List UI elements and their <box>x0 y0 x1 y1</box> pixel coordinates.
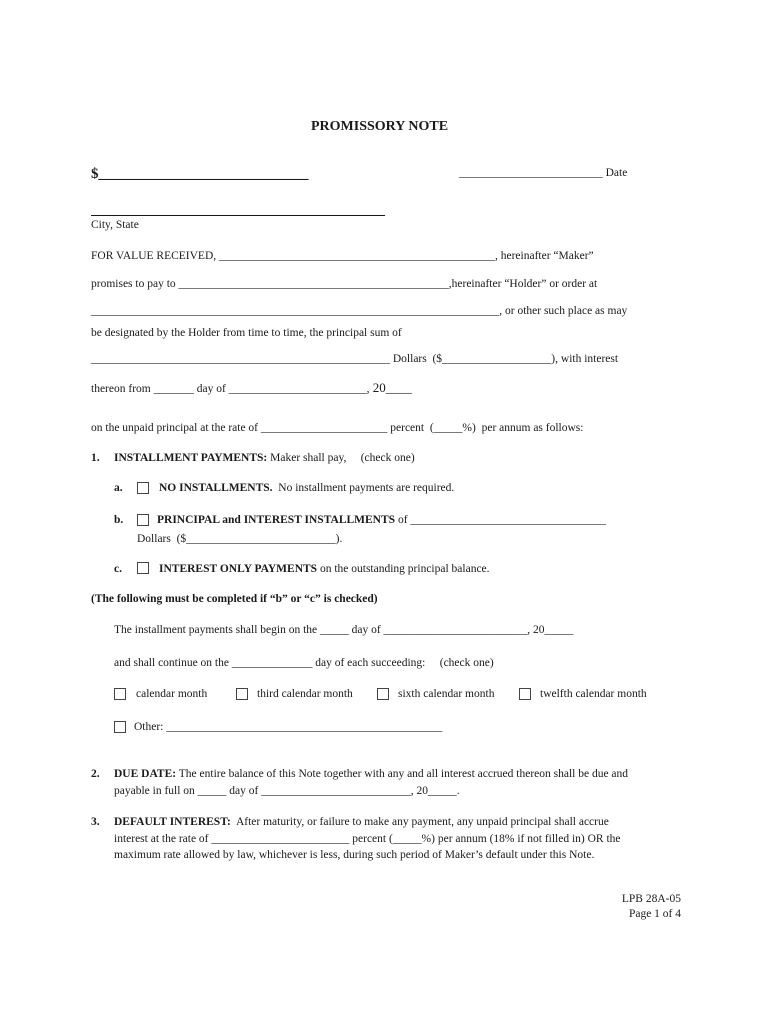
option-c-text: on the outstanding principal balance. <box>317 563 490 575</box>
designated-line: be designated by the Holder from time to time, the principal sum of <box>91 327 402 339</box>
section1-heading-line <box>114 452 415 466</box>
date-field[interactable]: _________________________ Date <box>459 167 628 179</box>
section2-text: The entire balance of this Note together with any and all interest accrued thereon shall be due and <box>176 768 629 780</box>
thereon-text: thereon from _______ day of ________________________, <box>91 383 370 395</box>
section2-heading: DUE DATE: <box>114 768 177 780</box>
section3-text: After maturity, or failure to make any payment, any unpaid principal shall accrue <box>230 816 609 828</box>
twelfth-calendar-month-label: twelfth calendar month <box>540 688 647 700</box>
option-c-heading: INTEREST ONLY PAYMENTS <box>159 563 318 575</box>
promises-line: promises to pay to _______________________________________________,hereinafter “Holder” or order at <box>91 278 598 290</box>
year-text: 20____ <box>369 380 412 395</box>
option-b-line2: Dollars ($__________________________). <box>137 533 343 545</box>
section2-number: 2. <box>91 768 100 780</box>
calendar-month-checkbox[interactable] <box>114 688 126 700</box>
option-a-heading: NO INSTALLMENTS. <box>159 482 273 494</box>
third-calendar-month-label: third calendar month <box>257 688 353 700</box>
section1-number: 1. <box>91 452 100 464</box>
option-b-line <box>157 514 606 528</box>
section3-line1 <box>114 816 609 830</box>
sixth-calendar-month-label: sixth calendar month <box>398 688 495 700</box>
option-a-checkbox[interactable] <box>137 482 149 494</box>
option-c-label: c. <box>114 563 122 575</box>
section1-heading: INSTALLMENT PAYMENTS: <box>114 452 268 464</box>
option-b-text: of __________________________________ <box>395 514 606 526</box>
option-b-checkbox[interactable] <box>137 514 149 526</box>
twelfth-calendar-month-checkbox[interactable] <box>519 688 531 700</box>
section3-line3: maximum rate allowed by law, whichever is less, during such period of Maker’s default under this Note. <box>114 849 595 861</box>
begin-line: The installment payments shall begin on the _____ day of _________________________, 20_____ <box>114 624 574 636</box>
option-a-label: a. <box>114 482 123 494</box>
option-b-label: b. <box>114 514 124 526</box>
third-calendar-month-checkbox[interactable] <box>236 688 248 700</box>
section3-number: 3. <box>91 816 100 828</box>
value-received-line: FOR VALUE RECEIVED, ________________________________________________, hereinafter “Maker” <box>91 250 594 262</box>
city-state-label: City, State <box>91 219 139 231</box>
page-number: Page 1 of 4 <box>628 908 681 920</box>
section3-line2: interest at the rate of ________________________ percent (_____%) per annum (18% if not filled in) OR the <box>114 833 621 845</box>
city-state-line[interactable] <box>91 215 385 216</box>
continue-line: and shall continue on the ______________ day of each succeeding: (check one) <box>114 657 494 669</box>
section3-heading: DEFAULT INTEREST: <box>114 816 231 828</box>
option-c-line <box>159 563 490 577</box>
amount-field[interactable]: $____________________________ <box>91 166 309 182</box>
form-id: LPB 28A-05 <box>621 893 681 905</box>
dollars-line: ____________________________________________________ Dollars ($___________________), with interest <box>91 353 619 365</box>
other-line: Other: ________________________________________________ <box>134 721 443 733</box>
option-a-line <box>159 482 454 496</box>
other-checkbox[interactable] <box>114 721 126 733</box>
option-b-heading: PRINCIPAL and INTEREST INSTALLMENTS <box>157 514 396 526</box>
section2-line2: payable in full on _____ day of __________________________, 20_____. <box>114 785 460 797</box>
document-title: PROMISSORY NOTE <box>311 119 449 134</box>
section2-line1 <box>114 768 628 782</box>
completion-note: (The following must be completed if “b” or “c” is checked) <box>91 593 378 605</box>
section1-text: Maker shall pay, (check one) <box>267 452 415 464</box>
option-a-text: No installment payments are required. <box>272 482 455 494</box>
calendar-month-label: calendar month <box>136 688 208 700</box>
rate-line: on the unpaid principal at the rate of ______________________ percent (_____%) per annum as follows: <box>91 422 584 434</box>
thereon-line <box>91 380 412 397</box>
sixth-calendar-month-checkbox[interactable] <box>377 688 389 700</box>
option-c-checkbox[interactable] <box>137 562 149 574</box>
place-line: _______________________________________________________________________, or other such place as may <box>91 305 628 317</box>
